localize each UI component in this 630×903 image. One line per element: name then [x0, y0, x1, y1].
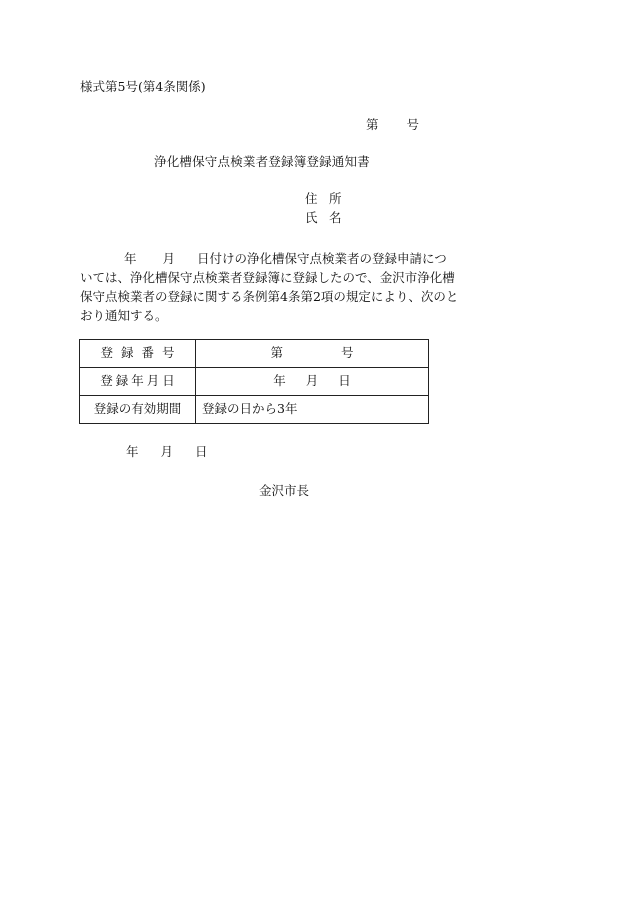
- validity-period-value: 登録の日から3年: [196, 396, 429, 424]
- issuer-name: 金沢市長: [259, 483, 310, 498]
- registration-number-prefix: 第: [270, 345, 283, 361]
- registration-date-value: [196, 368, 429, 396]
- registration-number-value: [196, 340, 429, 368]
- table-row: [80, 340, 429, 368]
- registration-date-year: 年: [273, 373, 286, 389]
- form-number: 様式第5号(第4条関係): [80, 79, 206, 94]
- notice-body-line-3: 保守点検業者の登録に関する条例第4条第2項の規定により、次のと: [80, 289, 459, 304]
- validity-period-label: 登録の有効期間: [80, 396, 196, 424]
- issue-date-year: 年: [126, 444, 139, 459]
- notice-body-line-2: いては、浄化槽保守点検業者登録簿に登録したので、金沢市浄化槽: [80, 270, 455, 285]
- name-label-char-1: 氏: [305, 210, 318, 225]
- table-row: [80, 396, 429, 424]
- document-number-prefix: 第: [366, 117, 379, 132]
- registration-date-day: 日: [338, 373, 351, 389]
- name-label-char-2: 名: [329, 210, 342, 225]
- registration-date-month: 月: [305, 373, 319, 389]
- document-number-suffix: 号: [406, 117, 420, 132]
- table-row: [80, 368, 429, 396]
- notice-body-line-1: [80, 249, 447, 268]
- application-date-month: 月: [162, 251, 176, 266]
- notice-body-line-4: おり通知する。: [80, 308, 168, 323]
- registration-date-label: 登録年月日: [80, 368, 196, 396]
- registration-table: [79, 339, 429, 424]
- application-date-year: 年: [124, 251, 137, 266]
- notice-body-line-1-text: 日付けの浄化槽保守点検業者の登録申請につ: [197, 251, 447, 266]
- issue-date-day: 日: [195, 444, 208, 459]
- address-label-char-1: 住: [305, 191, 318, 206]
- name-label: [305, 212, 342, 225]
- registration-number-suffix: 号: [341, 345, 354, 361]
- address-label-char-2: 所: [329, 191, 342, 206]
- address-label: [305, 193, 342, 206]
- issue-date-month: 月: [160, 444, 174, 459]
- issue-date: [126, 446, 208, 459]
- notice-body: [80, 249, 459, 325]
- document-title: 浄化槽保守点検業者登録簿登録通知書: [154, 154, 370, 169]
- document-number: [366, 119, 419, 132]
- registration-number-label: 登録番号: [80, 340, 196, 368]
